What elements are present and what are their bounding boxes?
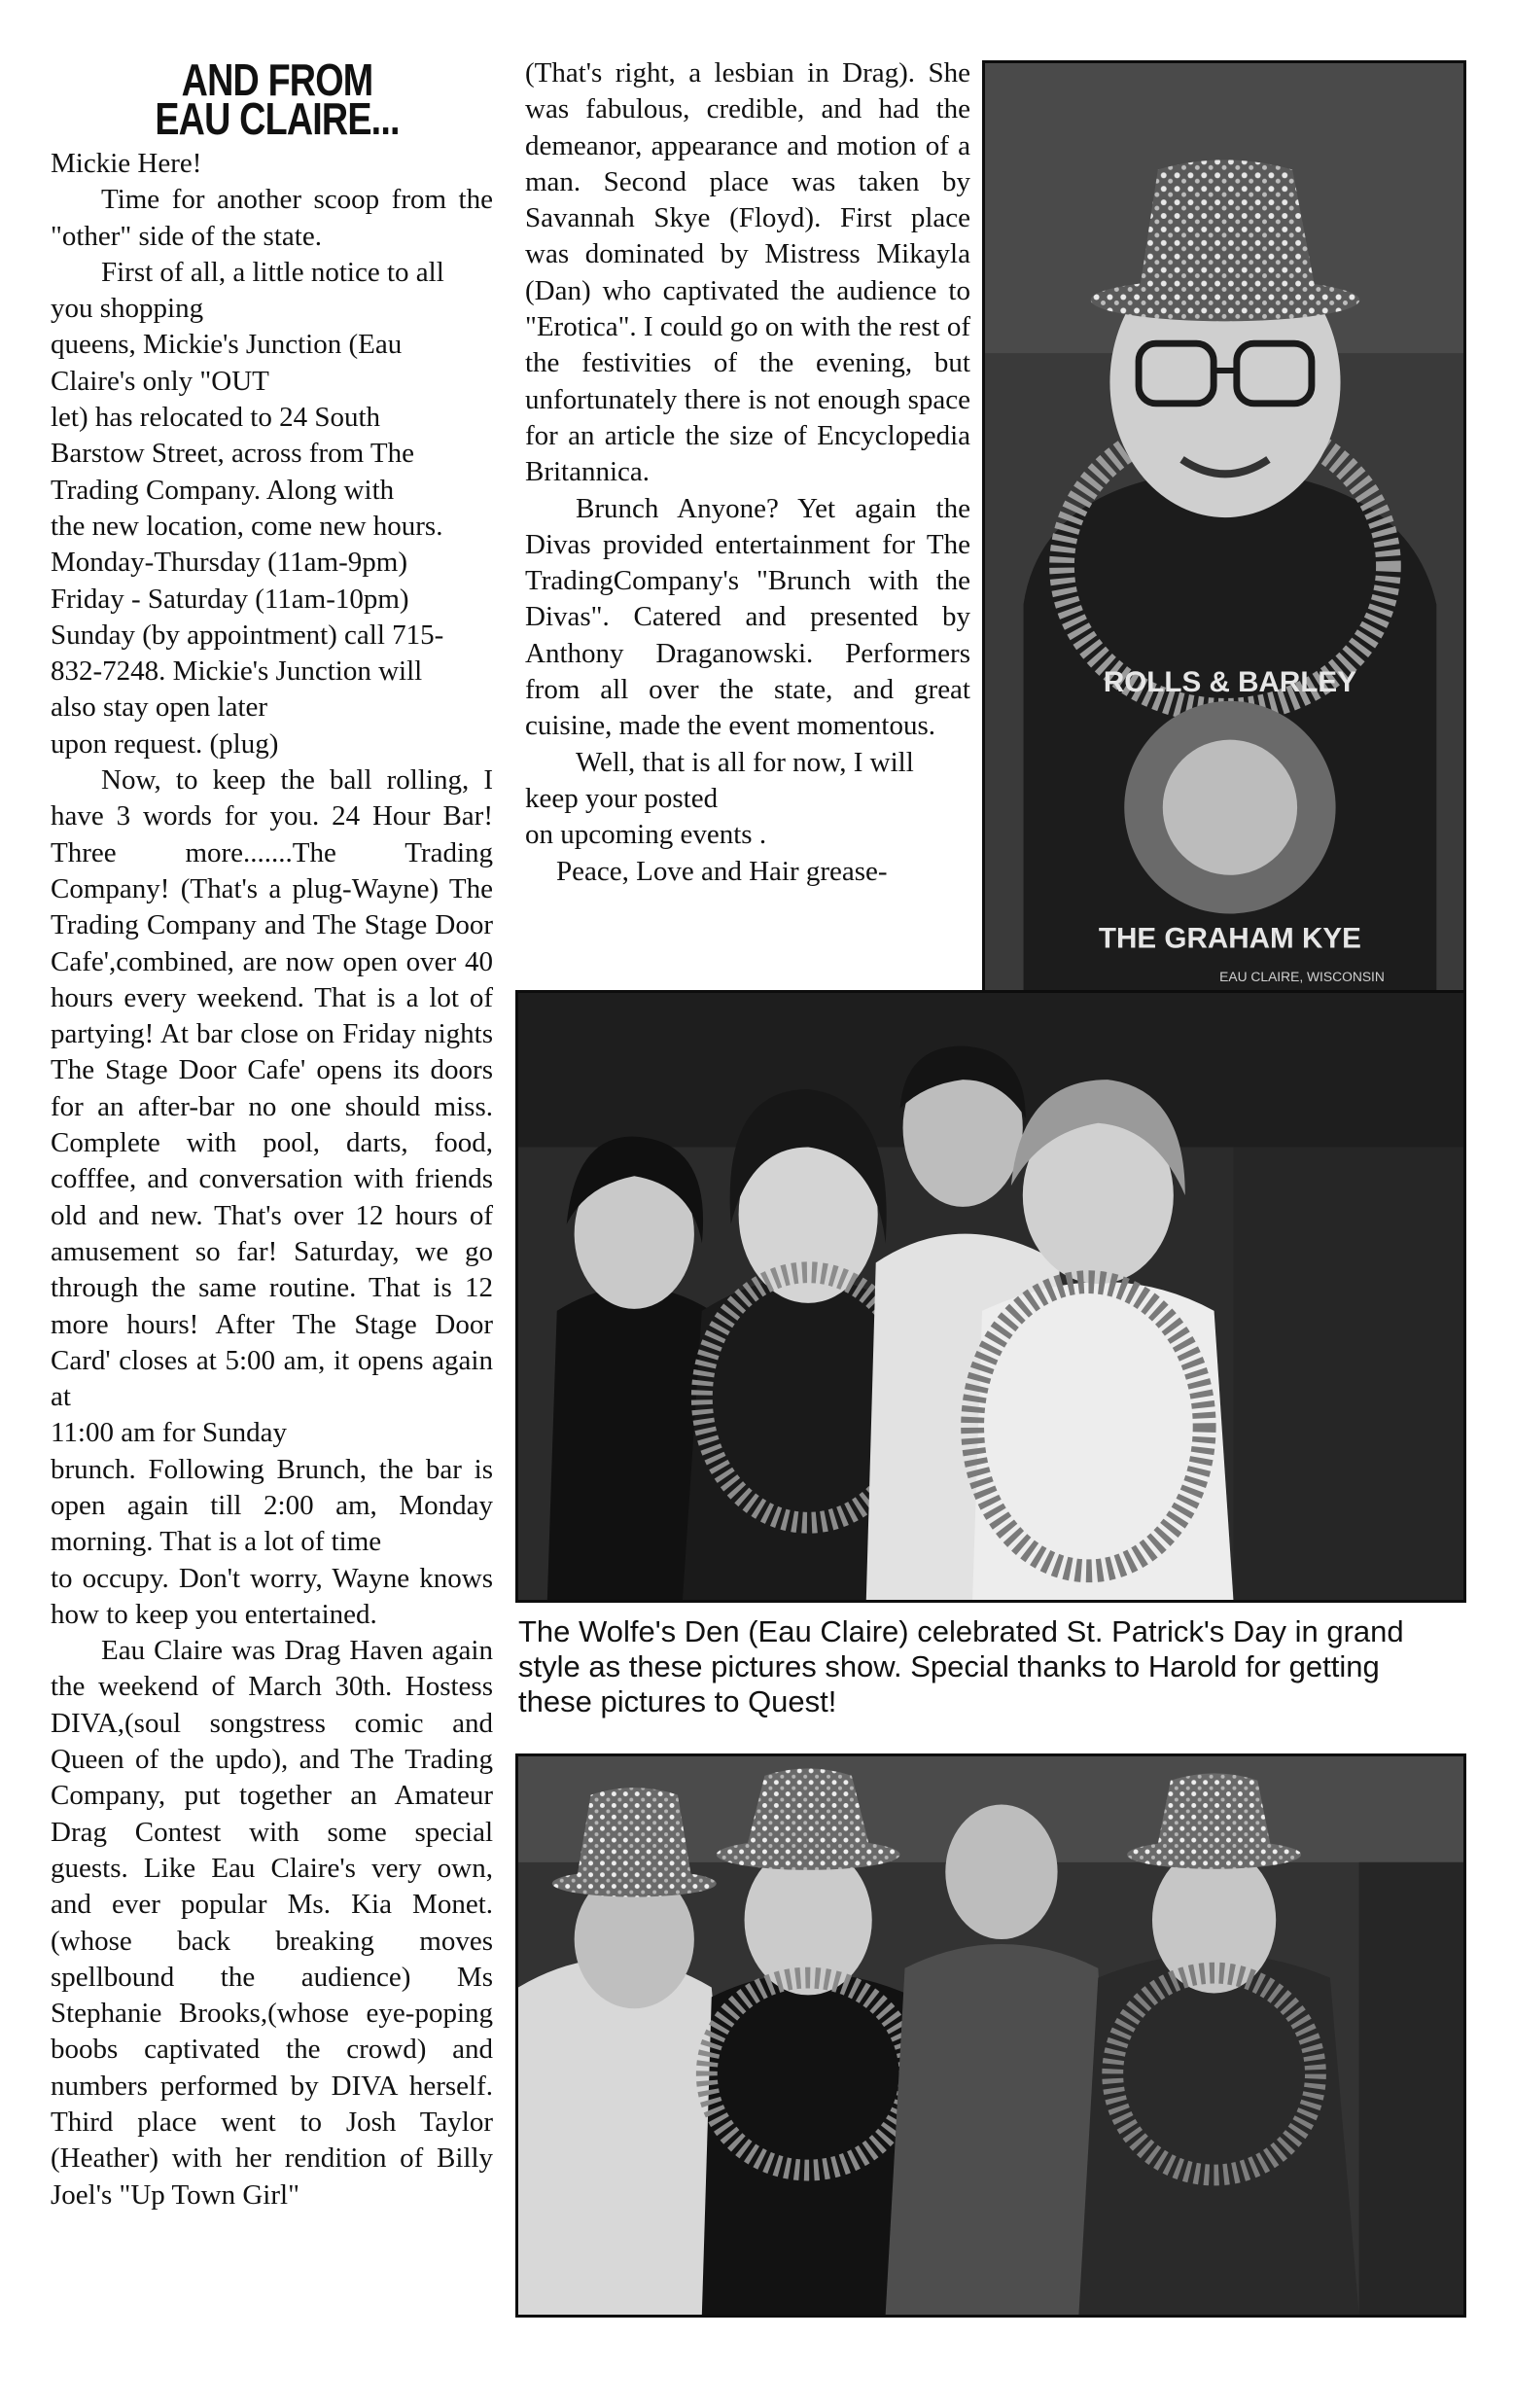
headline-line-1: AND FROM	[181, 54, 373, 105]
photo-man-in-sequin-hat	[982, 60, 1466, 996]
paragraph-3: Now, to keep the ball rolling, I have 3 words for you. 24 Hour Bar! Three more.......The Trading Company! (That's a plug-Wayne) The Trading Company and The Stage Door Cafe',combined, are now open over 40 hours every weekend. That is a lot of partying! At bar close on Friday nights The Stage Door Cafe' opens its doors for an after-bar no one should miss. Complete with pool, darts, food, cofffee, and conversation with friends old and new. That's over 12 hours of amusement so far! Saturday, we go through the same routine. That is 12 more hours! After The Stage Door Card' closes at 5:00 am, it opens again at	[51, 764, 493, 1413]
line: you shopping	[51, 293, 204, 325]
line: Trading Company. Along with	[51, 474, 395, 506]
line: let) has relocated to 24 South	[51, 402, 381, 434]
line: Peace, Love and Hair grease-	[556, 855, 888, 887]
line: on upcoming events .	[525, 819, 767, 851]
headline-line-2: EAU CLAIRE...	[155, 93, 400, 144]
shirt-text-top: ROLLS & BARLEY	[1103, 665, 1356, 698]
paragraph-2	[51, 255, 493, 762]
photo-illustration	[518, 993, 1463, 1600]
paragraph-3-continued	[51, 1415, 493, 1633]
shirt-text-bottom: THE GRAHAM KYE	[1098, 922, 1361, 955]
line: upon request. (plug)	[51, 727, 279, 760]
line: the new location, come new hours.	[51, 510, 443, 542]
line: Barstow Street, across from The	[51, 438, 414, 470]
photo-men-in-sequin-hats	[515, 1753, 1466, 2318]
line: Well, that is all for now, I will	[576, 746, 914, 778]
paragraph-6: Brunch Anyone? Yet again the Divas provided entertainment for The TradingCompany's "Brunch with the Divas". Catered and presented by Anthony Draganowski. Performers from all over the state, and great cuisine, made the event momentous.	[525, 492, 970, 742]
line: also stay open later	[51, 691, 268, 724]
line: Friday - Saturday (11am-10pm)	[51, 583, 409, 615]
line: Claire's only "OUT	[51, 365, 269, 397]
paragraph-1: Time for another scoop from the "other" side of the state.	[51, 184, 493, 252]
line: queens, Mickie's Junction (Eau	[51, 329, 403, 361]
photo-illustration	[985, 63, 1463, 993]
photo-caption: The Wolfe's Den (Eau Claire) celebrated St. Patrick's Day in grand style as these pictures show. Special thanks to Harold for getting these pictures to Quest!	[518, 1614, 1404, 1718]
line: 832-7248. Mickie's Junction will	[51, 655, 423, 688]
article-column-1	[51, 146, 493, 2213]
paragraph-4: Eau Claire was Drag Haven again the weekend of March 30th. Hostess DIVA,(soul songstress comic and Queen of the updo), and The Trading Company, put together an Amateur Drag Contest with some special guests. Like Eau Claire's very own, and ever popular Ms. Kia Monet. (whose back breaking moves spellbound the audience) Ms Stephanie Brooks,(whose eye-poping boobs captivated the crowd) and numbers performed by DIVA herself. Third place went to Josh Taylor (Heather) with her rendition of Billy Joel's "Up Town Girl"	[51, 1635, 493, 2211]
line: keep your posted	[525, 782, 719, 814]
line: 11:00 am for Sunday	[51, 1417, 287, 1449]
line: Monday-Thursday (11am-9pm)	[51, 547, 407, 579]
paragraph-7	[525, 745, 970, 890]
shirt-text-city: EAU CLAIRE, WISCONSIN	[1219, 969, 1385, 985]
line: Sunday (by appointment) call 715-	[51, 619, 444, 651]
headline	[146, 54, 409, 144]
paragraph-5: (That's right, a lesbian in Drag). She was fabulous, credible, and had the demeanor, appearance and motion of a man. Second place was taken by Savannah Skye (Floyd). First place was dominated by Mistress Mikayla (Dan) who captivated the audience to "Erotica". I could go on with the rest of the festivities of the evening, but unfortunately there is not enough space for an article the size of Encyclopedia Britannica.	[525, 57, 970, 488]
line: brunch. Following Brunch, the bar is open again till 2:00 am, Monday morning. That is a lot of time	[51, 1453, 493, 1558]
line: First of all, a little notice to all	[101, 256, 444, 288]
photo-group-of-four	[515, 990, 1466, 1603]
greeting: Mickie Here!	[51, 148, 202, 179]
article-column-2	[525, 55, 970, 890]
line: to occupy. Don't worry, Wayne knows how to keep you entertained.	[51, 1562, 493, 1630]
photo-illustration	[518, 1756, 1463, 2315]
